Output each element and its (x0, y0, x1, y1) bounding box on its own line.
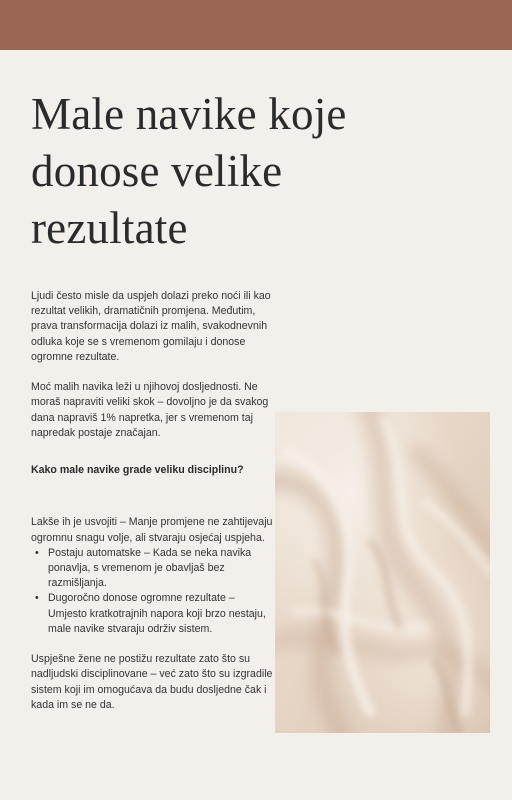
easier-paragraph: Lakše ih je usvojiti – Manje promjene ne zahtijevaju ogromnu snagu volje, ali stvaraju osjećaj uspjeha. (31, 516, 273, 544)
bullet-marker: • (35, 592, 39, 605)
list-item-text: Postaju automatske – Kada se neka navika ponavlja, s vremenom je obavljaš bez razmišljanja. (48, 546, 252, 590)
fabric-photo-illustration (275, 412, 490, 733)
title-line-2: donose velike (31, 146, 283, 196)
fabric-photo (275, 412, 490, 733)
top-accent-bar (0, 0, 512, 50)
list-item (31, 546, 276, 592)
intro-paragraph: Ljudi često misle da uspjeh dolazi preko noći ili kao rezultat velikih, dramatičnih promjena. Međutim, prava transformacija dolazi iz malih, svakodnevnih odluka koje se s vremenom gomilaju i donose ogromne rezultate. (31, 290, 271, 363)
section-subheading: Kako male navike grade veliku disciplinu? (31, 464, 244, 477)
bullet-marker: • (35, 546, 39, 559)
consistency-paragraph: Moć malih navika leži u njihovoj dosljednosti. Ne moraš napraviti veliki skok – dovoljno je da svakog dana napraviš 1% napretka, jer s vremenom taj napredak postaje značajan. (31, 381, 269, 439)
list-item-text: Dugoročno donose ogromne rezultate – Umjesto kratkotrajnih napora koji brzo nestaju, male navike stvaraju održiv sistem. (48, 592, 266, 635)
title-line-1: Male navike koje (31, 89, 347, 139)
benefits-list (31, 546, 276, 637)
list-item (31, 591, 276, 637)
article-body (31, 289, 276, 713)
page-title (31, 86, 491, 257)
closing-paragraph: Uspješne žene ne postižu rezultate zato što su nadljudski disciplinovane – već zato što su izgradile sistem koji im omogućava da budu dosljedne čak i kada im se ne da. (31, 653, 273, 711)
title-line-3: rezultate (31, 203, 188, 253)
